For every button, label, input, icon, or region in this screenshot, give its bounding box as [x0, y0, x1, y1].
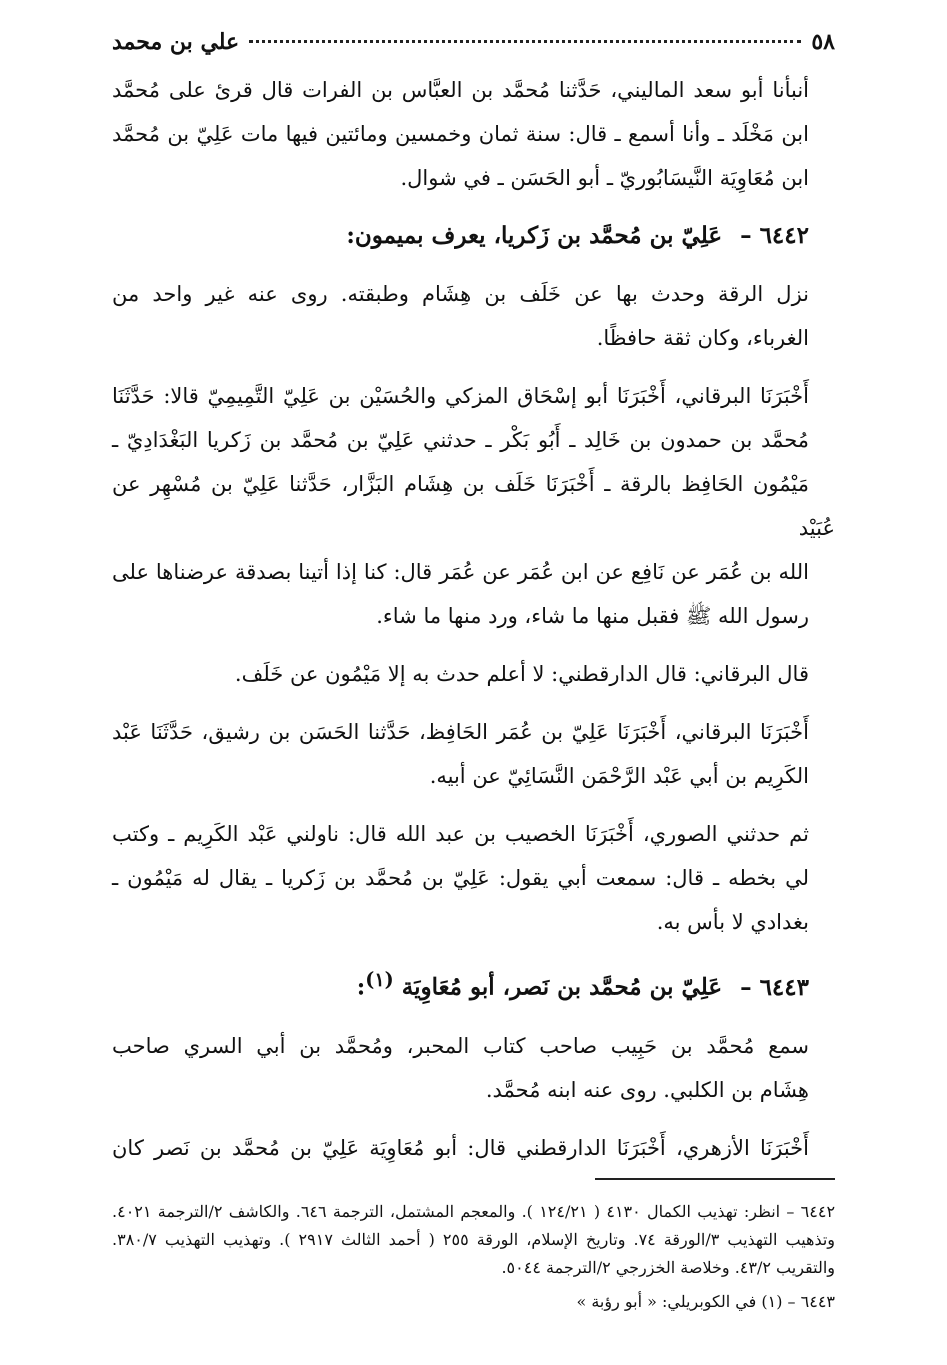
- text-line: أنبأنا أبو سعد الماليني، حَدَّثنا مُحمَّد بن العبَّاس بن الفرات قال قرئ على مُحمَّد: [112, 78, 809, 102]
- text-line: لي بخطه ـ قال: سمعت أبي يقول: عَلِيّ بن مُحمَّد بن زَكريا ـ يقال له مَيْمُون ـ: [112, 866, 809, 890]
- text-line: نزل الرقة وحدث بها عن خَلَف بن هِشَام وطبقته. روى عنه غير واحد من: [112, 282, 809, 306]
- text-line: مُحمَّد بن حمدون بن خَالِد ـ أَبُو بَكْر ـ حدثني عَلِيّ بن مُحمَّد بن زَكريا البَغْدَادِيّ ـ: [112, 428, 809, 452]
- paragraph: [112, 652, 835, 696]
- page-number: ٥٨: [811, 29, 835, 55]
- text-line: مَيْمُون الحَافِظ بالرقة ـ أَخْبَرَنَا خَلَف بن هِشَام البَزَّار، حَدَّثنا عَلِيّ بن مُسْهِر عن عُبَيْد: [112, 472, 835, 540]
- text-line: قال البرقاني: قال الدارقطني: لا أعلم حدث به إلا مَيْمُون عن خَلَف.: [234, 662, 809, 686]
- paragraph: [112, 68, 835, 200]
- text-line: ابن مُعَاوِيَة النَّيسَابُوريّ ـ أبو الحَسَن ـ في شوال.: [400, 166, 809, 190]
- footnote-rule: [595, 1178, 835, 1180]
- paragraph: [112, 272, 835, 360]
- text-line: الكَرِيم بن أبي عَبْد الرَّحْمَن النَّسَائِيّ عن أبيه.: [429, 764, 809, 788]
- text-line: ثم حدثني الصوري، أَخْبَرَنَا الخصيب بن عبد الله قال: ناولني عَبْد الكَرِيم ـ وكتب: [112, 822, 809, 846]
- entry-number: ٦٤٤٣ –: [740, 973, 809, 1001]
- text-line: أَخْبَرَنَا الأزهري، أَخْبَرَنَا الدارقطني قال: أبو مُعَاوِيَة عَلِيّ بن مُحمَّد بن نَصر كان: [112, 1135, 809, 1160]
- text-line: الغرباء، وكان ثقة حافظًا.: [596, 326, 809, 350]
- text-line: بغدادي لا بأس به.: [656, 910, 809, 934]
- text-line: الله بن عُمَر عن نَافِع عن ابن عُمَر عن عُمَر قال: كنا إذا أتينا بصدقة عرضناها على: [112, 560, 809, 584]
- running-head: [112, 22, 835, 68]
- footnote: ٦٤٤٢ – انظر: تهذيب الكمال ٤١٣٠ ( ١٢٤/٢١ ). والمعجم المشتمل، الترجمة ٦٤٦. والكاشف ٢/الترجمة ٤٠٢١. وتذهيب التهذيب ٣/الورقة ٧٤. وتاريخ الإسلام، الورقة ٢٥٥ ( أحمد الثالث ٢٩١٧ ). وتهذيب التهذيب ٣٨٠/٧. والتقريب ٤٣/٢. وخلاصة الخزرجي ٢/الترجمة ٥٠٤٤.: [112, 1202, 836, 1277]
- text-line: سمع مُحمَّد بن حَبِيب صاحب كتاب المحبر، ومُحمَّد بن أبي السري صاحب: [112, 1033, 809, 1058]
- text-line: أَخْبَرَنَا البرقاني، أَخْبَرَنَا عَلِيّ بن عُمَر الحَافِظ، حَدَّثنا الحَسَن بن رشيق، حَدَّثَنَا عَبْد: [112, 720, 809, 744]
- text-line: ابن مَخْلَد ـ وأنا أسمع ـ قال: سنة ثمان وخمسين ومائتين فيها مات عَلِيّ بن مُحمَّد: [112, 122, 809, 146]
- paragraph: [112, 1024, 835, 1112]
- paragraph: [112, 374, 835, 638]
- entry-heading-6442: [112, 214, 835, 258]
- entry-title: عَلِيّ بن مُحمَّد بن نَصر، أبو مُعَاوِيَة: [401, 973, 723, 1001]
- footnotes: [112, 1140, 835, 1322]
- leader-dots: [249, 40, 801, 43]
- entry-number: ٦٤٤٢ –: [740, 222, 809, 249]
- text-line: رسول الله ﷺ فقبل منها ما شاء، ورد منها ما شاء.: [376, 604, 809, 628]
- text-line: أَخْبَرَنَا البرقاني، أَخْبَرَنَا أبو إسْحَاق المزكي والحُسَيْن بن عَلِيّ التَّمِيمِيّ قالا: حَدَّثَنَا: [112, 384, 809, 408]
- running-title: علي بن محمد: [112, 29, 240, 55]
- footnote-mark: (١): [365, 968, 394, 991]
- paragraph: [112, 710, 835, 798]
- footnote: ٦٤٤٣ – (١) في الكوبريلي: « أبو رؤبة »: [576, 1292, 835, 1311]
- entry-heading-6443: [112, 958, 835, 1010]
- entry-title: عَلِيّ بن مُحمَّد بن زَكريا، يعرف بميمون:: [346, 222, 723, 249]
- title-colon: :: [356, 973, 366, 1001]
- paragraph: [112, 812, 835, 944]
- text-line: هِشَام بن الكلبي. روى عنه ابنه مُحمَّد.: [485, 1077, 809, 1102]
